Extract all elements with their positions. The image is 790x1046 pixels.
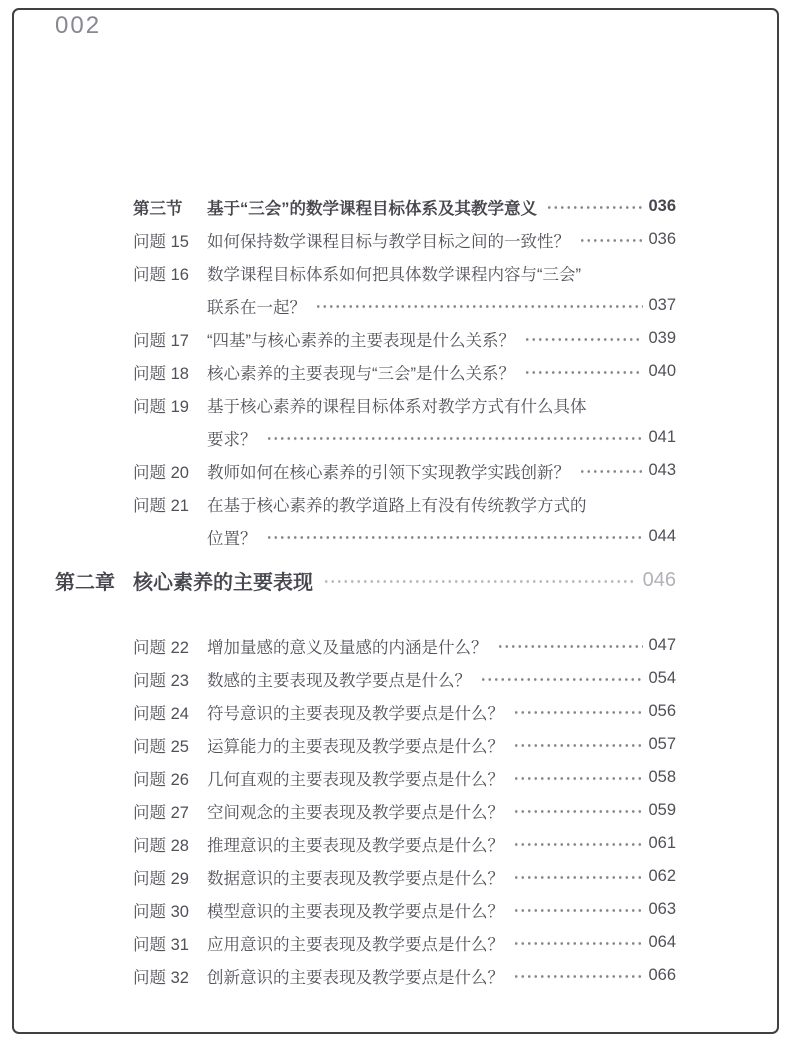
toc-entry-continuation: [133, 520, 676, 553]
entry-title: 模型意识的主要表现及教学要点是什么？: [207, 902, 504, 921]
toc-entry: [133, 695, 676, 728]
entry-title: 空间观念的主要表现及教学要点是什么？: [207, 803, 504, 822]
chapter-page: 046: [642, 568, 676, 591]
toc-entry: [133, 926, 676, 959]
toc-entry: [133, 223, 676, 256]
toc-entry: [133, 827, 676, 860]
entry-label: 问题 32: [133, 968, 189, 987]
dot-leader: [497, 629, 644, 662]
entry-title: 推理意识的主要表现及教学要点是什么？: [207, 836, 504, 855]
entry-label: 问题 17: [133, 331, 189, 350]
entry-title-continued: 位置？: [207, 529, 257, 548]
toc-entry: [133, 728, 676, 761]
dot-leader: [513, 728, 643, 761]
entry-title: 应用意识的主要表现及教学要点是什么？: [207, 935, 504, 954]
entry-page: 054: [648, 669, 676, 687]
entry-page: 044: [648, 527, 676, 545]
toc-entry-continuation: [133, 421, 676, 454]
entry-page: 057: [648, 735, 676, 753]
entry-label: 问题 28: [133, 836, 189, 855]
entry-label: 问题 24: [133, 704, 189, 723]
chapter-label: 第二章: [55, 571, 115, 594]
toc-entry: [133, 662, 676, 695]
toc-entry: [133, 959, 676, 992]
toc-entry: [133, 322, 676, 355]
entry-page: 039: [648, 329, 676, 347]
entry-title: 基于核心素养的课程目标体系对教学方式有什么具体: [207, 397, 587, 416]
entry-label: 问题 21: [133, 496, 189, 515]
section-page: 036: [648, 197, 676, 215]
entry-label: 问题 31: [133, 935, 189, 954]
toc-entry: [133, 256, 676, 289]
toc-chapter-heading: [55, 560, 676, 600]
entry-title-continued: 联系在一起？: [207, 298, 306, 317]
dot-leader: [579, 454, 643, 487]
dot-leader: [513, 695, 643, 728]
entry-title: 增加量感的意义及量感的内涵是什么？: [207, 638, 488, 657]
toc-entry-continuation: [133, 289, 676, 322]
toc-entry: [133, 388, 676, 421]
entry-title: 运算能力的主要表现及教学要点是什么？: [207, 737, 504, 756]
entry-label: 问题 15: [133, 232, 189, 251]
section-title: 基于“三会”的数学课程目标体系及其教学意义: [207, 199, 537, 218]
entry-label: 问题 30: [133, 902, 189, 921]
dot-leader: [524, 355, 643, 388]
entry-label: 问题 23: [133, 671, 189, 690]
toc-entry: [133, 629, 676, 662]
dot-leader: [266, 421, 644, 454]
entry-title: 数据意识的主要表现及教学要点是什么？: [207, 869, 504, 888]
entry-label: 问题 20: [133, 463, 189, 482]
entry-label: 问题 26: [133, 770, 189, 789]
entry-label: 问题 29: [133, 869, 189, 888]
entry-title: 教师如何在核心素养的引领下实现教学实践创新？: [207, 463, 570, 482]
dot-leader: [480, 662, 643, 695]
entry-page: 059: [648, 801, 676, 819]
entry-title: 创新意识的主要表现及教学要点是什么？: [207, 968, 504, 987]
entry-label: 问题 27: [133, 803, 189, 822]
dot-leader: [513, 827, 643, 860]
entry-label: 问题 18: [133, 364, 189, 383]
entry-page: 058: [648, 768, 676, 786]
section-label: 第三节: [133, 199, 183, 218]
entry-page: 064: [648, 933, 676, 951]
dot-leader: [513, 926, 643, 959]
entry-title: “四基”与核心素养的主要表现是什么关系？: [207, 331, 515, 350]
entry-page: 043: [648, 461, 676, 479]
toc-section-block: [133, 190, 676, 553]
entry-title: 几何直观的主要表现及教学要点是什么？: [207, 770, 504, 789]
entry-label: 问题 16: [133, 265, 189, 284]
toc-entry: [133, 761, 676, 794]
dot-leader: [513, 794, 643, 827]
chapter-title: 核心素养的主要表现: [133, 571, 313, 594]
toc-section-heading: [133, 190, 676, 223]
dot-leader: [546, 190, 643, 223]
toc-entry: [133, 893, 676, 926]
page-number: 002: [55, 12, 102, 39]
entry-title: 核心素养的主要表现与“三会”是什么关系？: [207, 364, 515, 383]
entry-page: 041: [648, 428, 676, 446]
toc-entry: [133, 454, 676, 487]
entry-label: 问题 25: [133, 737, 189, 756]
entry-page: 037: [648, 296, 676, 314]
entry-title: 在基于核心素养的教学道路上有没有传统教学方式的: [207, 496, 587, 515]
toc-entry: [133, 487, 676, 520]
dot-leader: [513, 959, 643, 992]
entry-page: 066: [648, 966, 676, 984]
entry-page: 036: [648, 230, 676, 248]
dot-leader: [513, 761, 643, 794]
entry-title-continued: 要求？: [207, 430, 257, 449]
toc-entry: [133, 355, 676, 388]
entry-page: 047: [648, 636, 676, 654]
toc-entry: [133, 794, 676, 827]
entry-page: 061: [648, 834, 676, 852]
dot-leader: [323, 560, 637, 600]
entry-page: 040: [648, 362, 676, 380]
entry-page: 056: [648, 702, 676, 720]
dot-leader: [513, 860, 643, 893]
entry-label: 问题 19: [133, 397, 189, 416]
entry-page: 062: [648, 867, 676, 885]
dot-leader: [266, 520, 644, 553]
dot-leader: [513, 893, 643, 926]
toc-entry: [133, 860, 676, 893]
dot-leader: [579, 223, 643, 256]
entry-title: 数学课程目标体系如何把具体数学课程内容与“三会”: [207, 265, 581, 284]
entry-label: 问题 22: [133, 638, 189, 657]
dot-leader: [524, 322, 643, 355]
dot-leader: [315, 289, 643, 322]
entry-page: 063: [648, 900, 676, 918]
entry-title: 数感的主要表现及教学要点是什么？: [207, 671, 471, 690]
entry-title: 符号意识的主要表现及教学要点是什么？: [207, 704, 504, 723]
toc-chapter-block: [133, 629, 676, 992]
entry-title: 如何保持数学课程目标与教学目标之间的一致性？: [207, 232, 570, 251]
